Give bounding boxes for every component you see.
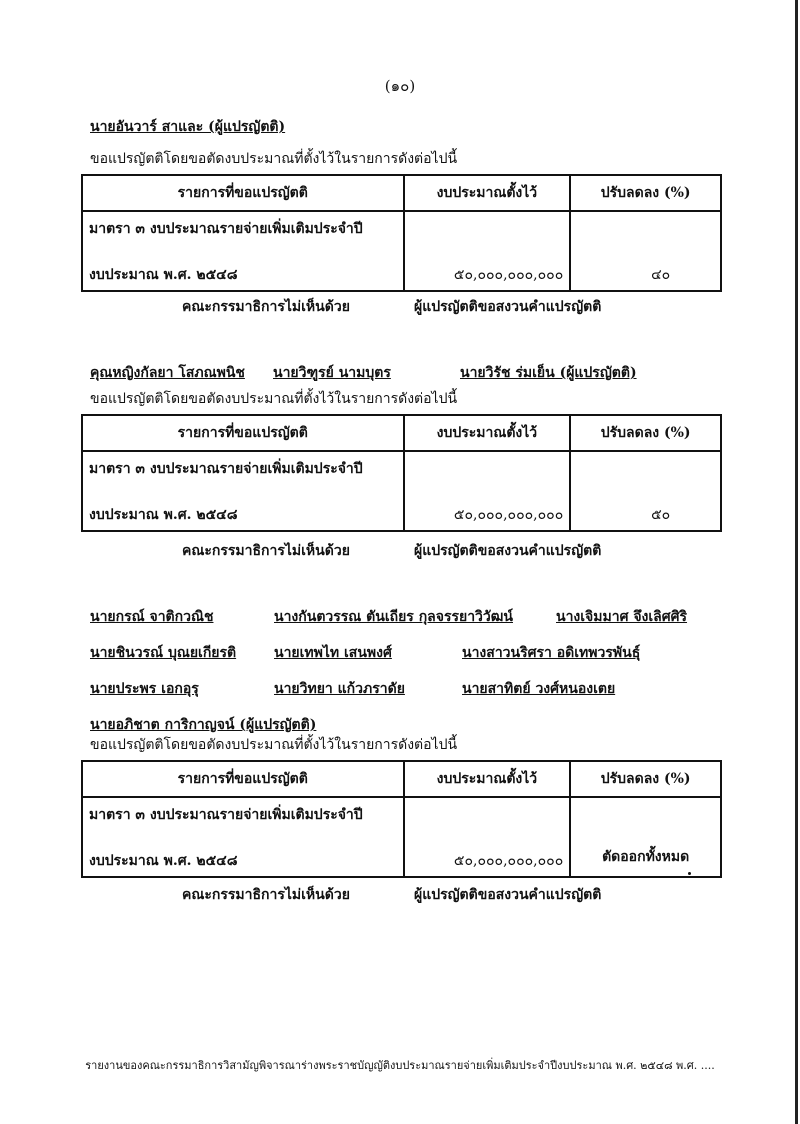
budget-cell	[404, 797, 571, 877]
speaker-name: นายอันวาร์ สาและ (ผู้แปรญัตติ)	[90, 119, 286, 135]
speakers-row	[90, 606, 710, 642]
table-row	[82, 211, 721, 291]
header-budget: งบประมาณตั้งไว้	[404, 175, 571, 211]
item-line-2: งบประมาณ พ.ศ. ๒๕๔๘	[89, 853, 238, 869]
amendment-table	[81, 760, 722, 878]
speaker-name: นายกรณ์ จาติกวณิช	[90, 609, 214, 625]
page-number: (๑๐)	[384, 77, 416, 95]
amendment-table	[81, 174, 722, 292]
header-item: รายการที่ขอแปรญัตติ	[82, 175, 404, 211]
reduction-value: ตัดออกทั้งหมด	[602, 849, 690, 865]
ink-dot	[688, 872, 691, 875]
amendment-section-1	[90, 116, 730, 292]
header-reduction: ปรับลดลง (%)	[570, 761, 721, 797]
header-reduction: ปรับลดลง (%)	[570, 175, 721, 211]
table-header-row	[82, 175, 721, 211]
amendment-table	[81, 414, 722, 532]
reduction-cell	[570, 451, 721, 531]
item-line-2: งบประมาณ พ.ศ. ๒๕๔๘	[89, 507, 238, 523]
header-item: รายการที่ขอแปรญัตติ	[82, 415, 404, 451]
request-intro: ขอแปรญัตติโดยขอตัดงบประมาณที่ตั้งไว้ในรายการดังต่อไปนี้	[90, 151, 458, 167]
speaker-name: นายวิทยา แก้วภราดัย	[274, 681, 405, 697]
table-row	[82, 451, 721, 531]
speaker-name: นายประพร เอกอุรุ	[90, 681, 199, 697]
header-item: รายการที่ขอแปรญัตติ	[82, 761, 404, 797]
reduction-value: ๔๐	[651, 267, 671, 283]
header-budget: งบประมาณตั้งไว้	[404, 761, 571, 797]
speaker-name: นายวิรัช ร่มเย็น (ผู้แปรญัตติ)	[460, 365, 637, 381]
amendment-section-3	[90, 730, 730, 878]
speaker-name: นายอภิชาต การิกาญจน์ (ผู้แปรญัตติ)	[90, 717, 317, 733]
budget-amount: ๕๐,๐๐๐,๐๐๐,๐๐๐	[453, 853, 564, 869]
budget-amount: ๕๐,๐๐๐,๐๐๐,๐๐๐	[453, 507, 564, 523]
speaker-name: นางกันตวรรณ ตันเถียร กุลจรรยาวิวัฒน์	[274, 609, 513, 625]
committee-verdict: คณะกรรมาธิการไม่เห็นด้วย	[182, 299, 350, 315]
speaker-name: นายชินวรณ์ บุณยเกียรติ	[90, 645, 237, 661]
speaker-name: นายสาทิตย์ วงศ์หนองเตย	[462, 681, 616, 697]
item-line-1: มาตรา ๓ งบประมาณรายจ่ายเพิ่มเติมประจำปี	[89, 461, 363, 477]
amendment-section-2	[90, 384, 730, 532]
page-footer: รายงานของคณะกรรมาธิการวิสามัญพิจารณาร่างพระราชบัญญัติงบประมาณรายจ่ายเพิ่มเติมประจำปีงบประมาณ พ.ศ. ๒๕๔๘ พ.ศ. ....	[85, 1059, 715, 1072]
speakers-grid	[90, 606, 710, 750]
speaker-name: นางสาวนริศรา อดิเทพวรพันธุ์	[462, 645, 641, 661]
table-row	[82, 797, 721, 877]
speaker-name: คุณหญิงกัลยา โสภณพนิช	[90, 365, 245, 381]
speaker-name: นายวิฑูรย์ นามบุตร	[273, 365, 391, 381]
item-cell	[82, 797, 404, 877]
proposer-verdict: ผู้แปรญัตติขอสงวนคำแปรญัตติ	[414, 543, 602, 559]
page-edge-line	[795, 0, 798, 1124]
request-intro: ขอแปรญัตติโดยขอตัดงบประมาณที่ตั้งไว้ในรายการดังต่อไปนี้	[90, 737, 458, 753]
item-cell	[82, 451, 404, 531]
item-line-1: มาตรา ๓ งบประมาณรายจ่ายเพิ่มเติมประจำปี	[89, 221, 363, 237]
header-budget: งบประมาณตั้งไว้	[404, 415, 571, 451]
item-line-2: งบประมาณ พ.ศ. ๒๕๔๘	[89, 267, 238, 283]
budget-amount: ๕๐,๐๐๐,๐๐๐,๐๐๐	[453, 267, 564, 283]
committee-verdict: คณะกรรมาธิการไม่เห็นด้วย	[182, 543, 350, 559]
table-header-row	[82, 761, 721, 797]
budget-cell	[404, 211, 571, 291]
reduction-value: ๕๐	[651, 507, 671, 523]
item-line-1: มาตรา ๓ งบประมาณรายจ่ายเพิ่มเติมประจำปี	[89, 807, 363, 823]
speakers-row	[90, 642, 710, 678]
speakers-row	[90, 678, 710, 714]
request-intro: ขอแปรญัตติโดยขอตัดงบประมาณที่ตั้งไว้ในรายการดังต่อไปนี้	[90, 391, 458, 407]
proposer-verdict: ผู้แปรญัตติขอสงวนคำแปรญัตติ	[414, 299, 602, 315]
reduction-cell	[570, 211, 721, 291]
item-cell	[82, 211, 404, 291]
committee-verdict: คณะกรรมาธิการไม่เห็นด้วย	[182, 887, 350, 903]
header-reduction: ปรับลดลง (%)	[570, 415, 721, 451]
reduction-cell	[570, 797, 721, 877]
table-header-row	[82, 415, 721, 451]
budget-cell	[404, 451, 571, 531]
speaker-name: นายเทพไท เสนพงศ์	[274, 645, 392, 661]
speaker-name: นางเจิมมาศ จึงเลิศศิริ	[556, 609, 688, 625]
proposer-verdict: ผู้แปรญัตติขอสงวนคำแปรญัตติ	[414, 887, 602, 903]
